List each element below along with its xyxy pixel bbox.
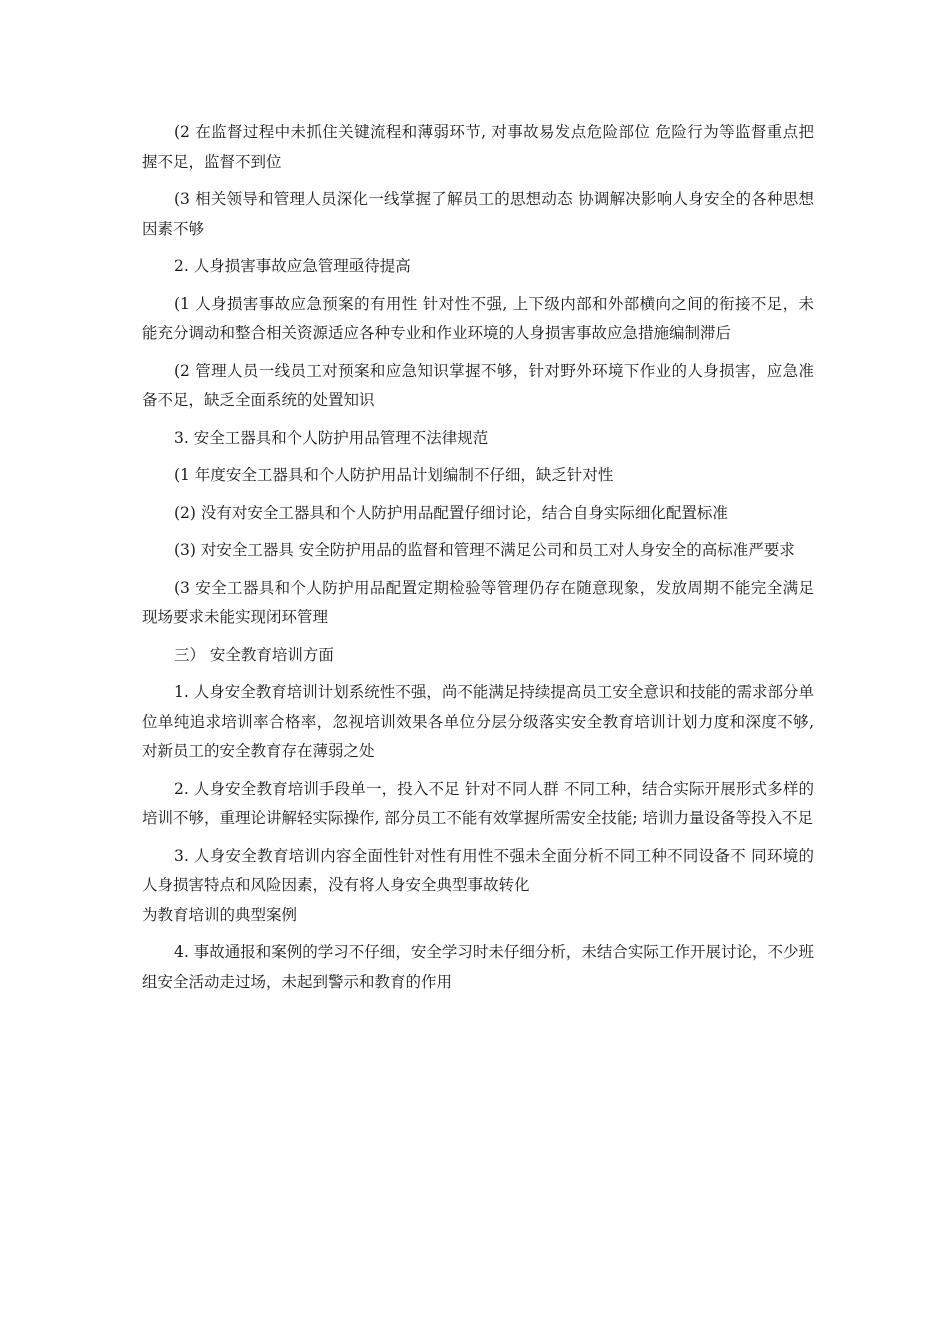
- paragraph-supervision-standards: (3) 对安全工器具 安全防护用品的监督和管理不满足公司和员工对人身安全的高标准严要求: [174, 541, 795, 559]
- paragraph-accident-cases: 4. 事故通报和案例的学习不仔细，安全学习时未仔细分析，未结合实际工作开展讨论，不少班组安全活动走过场，未起到警示和教育的作用: [142, 943, 814, 991]
- document-body: [142, 118, 814, 1005]
- paragraph-inspection-management: (3 安全工器具和个人防护用品配置定期检验等管理仍存在随意现象，发放周期不能完全满足现场要求未能实现闭环管理: [142, 578, 814, 626]
- paragraph-configuration-standard: (2) 没有对安全工器具和个人防护用品配置仔细讨论，结合自身实际细化配置标准: [174, 503, 728, 522]
- section-heading-protective-equipment: 3. 安全工器具和个人防护用品管理不法律规范: [174, 428, 489, 447]
- section-heading-safety-training: 三） 安全教育培训方面: [174, 645, 334, 664]
- paragraph-training-content: 3. 人身安全教育培训内容全面性针对性有用性不强未全面分析不同工种不同设备不 同环境的人身损害特点和风险因素，没有将人身安全典型事故转化: [142, 846, 814, 894]
- paragraph-annual-plan: (1 年度安全工器具和个人防护用品计划编制不仔细，缺乏针对性: [174, 466, 614, 484]
- paragraph-leadership-awareness: (3 相关领导和管理人员深化一线掌握了解员工的思想动态 协调解决影响人身安全的各种思想因素不够: [142, 190, 814, 238]
- paragraph-training-plan: 1. 人身安全教育培训计划系统性不强，尚不能满足持续提高员工安全意识和技能的需求部分单位单纯追求培训率合格率，忽视培训效果各单位分层分级落实安全教育培训计划力度和深度不够, 对新员工的安全教育存在薄弱之处: [142, 683, 814, 760]
- paragraph-supervision-key-points: (2 在监督过程中未抓住关键流程和薄弱环节, 对事故易发点危险部位 危险行为等监督重点把握不足，监督不到位: [142, 123, 814, 171]
- section-heading-emergency-management: 2. 人身损害事故应急管理亟待提高: [174, 257, 411, 275]
- paragraph-emergency-plan: (1 人身损害事故应急预案的有用性 针对性不强, 上下级内部和外部横向之间的衔接不足，未能充分调动和整合相关资源适应各种专业和作业环境的人身损害事故应急措施编制滞后: [142, 294, 814, 342]
- paragraph-training-content-continuation: 为教育培训的典型案例: [142, 905, 298, 924]
- paragraph-emergency-knowledge: (2 管理人员一线员工对预案和应急知识掌握不够，针对野外环境下作业的人身损害，应急准备不足，缺乏全面系统的处置知识: [142, 361, 814, 409]
- paragraph-training-methods: 2. 人身安全教育培训手段单一，投入不足 针对不同人群 不同工种，结合实际开展形式多样的培训不够，重理论讲解轻实际操作, 部分员工不能有效掌握所需安全技能; 培训力量设备等投入不足: [142, 779, 814, 827]
